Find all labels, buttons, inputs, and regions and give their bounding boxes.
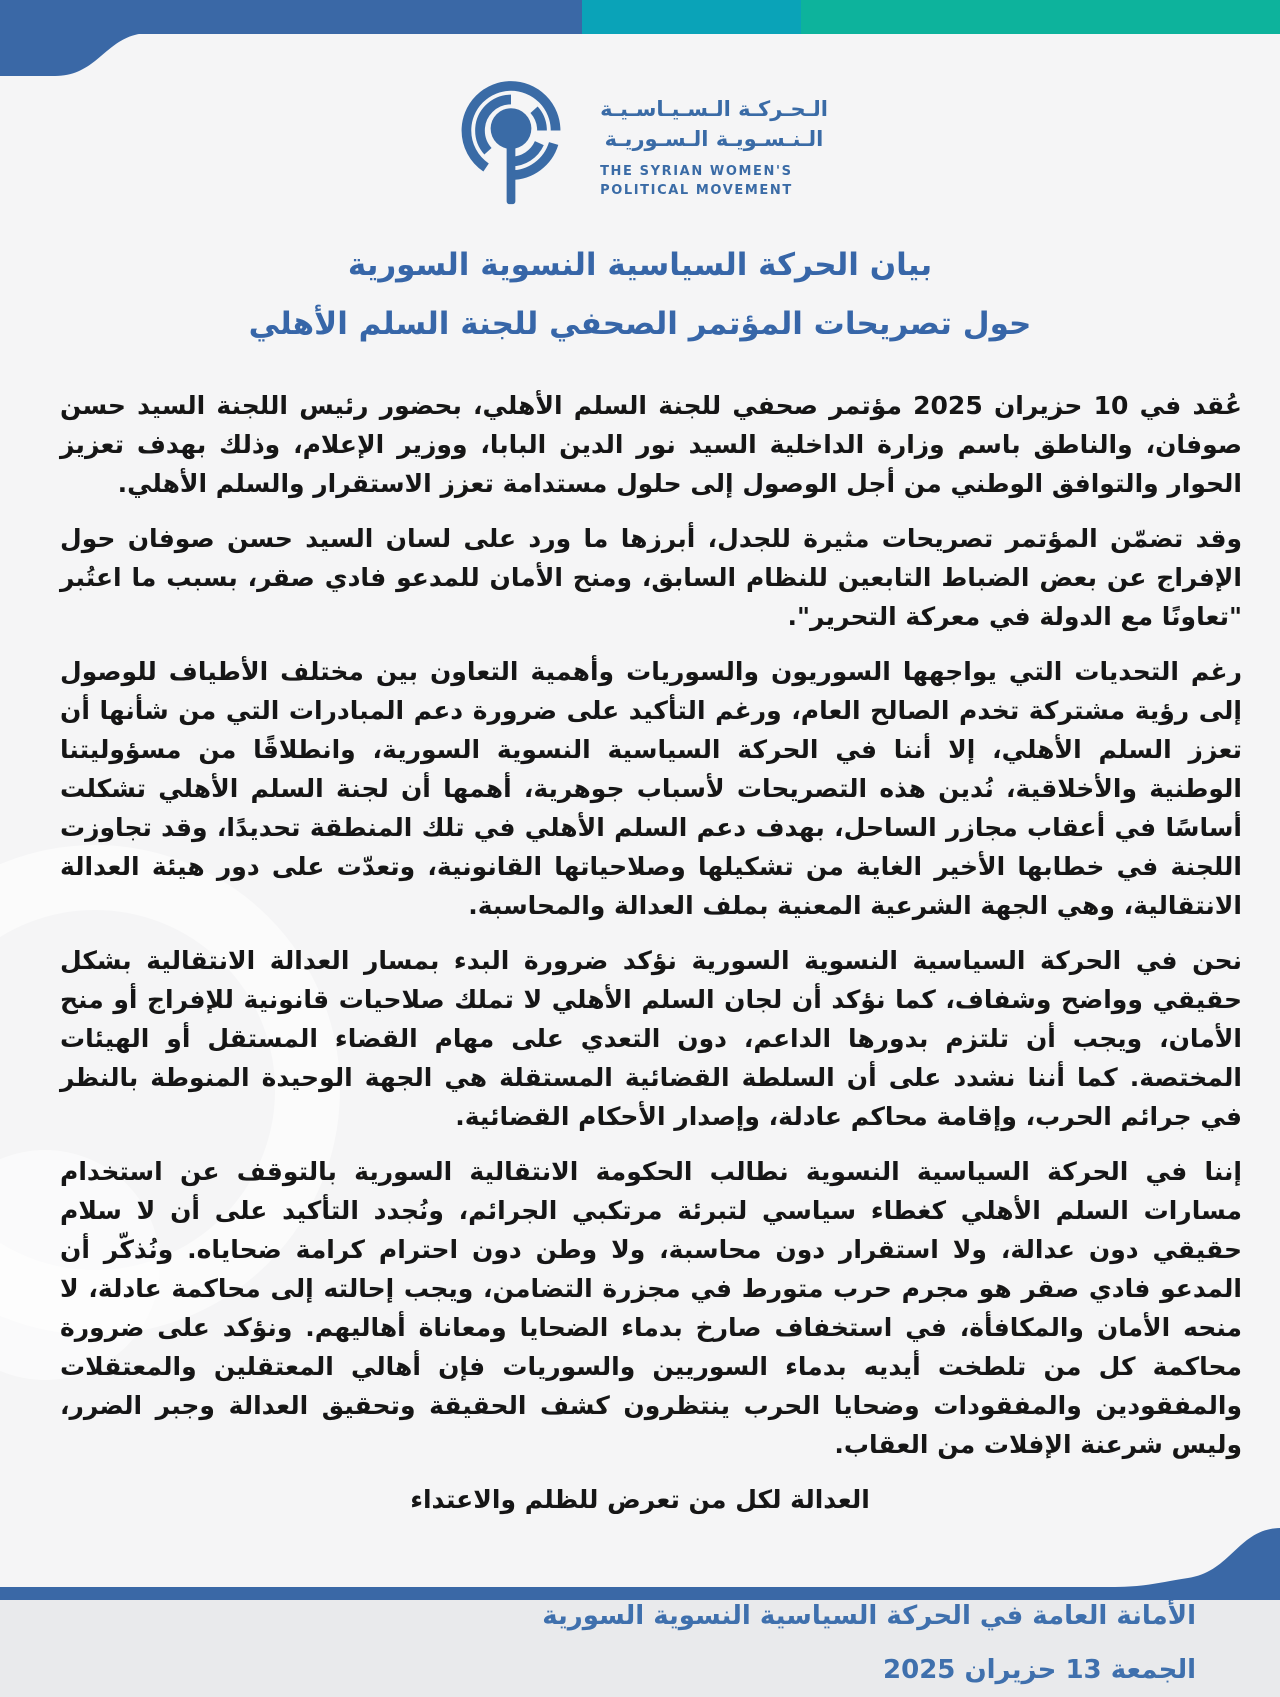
paragraph: وقد تضمّن المؤتمر تصريحات مثيرة للجدل، أبرزها ما ورد على لسان السيد حسن صوفان حول الإفراج عن بعض الضباط التابعين للنظام السابق، ومنح الأمان للمدعو فادي صقر، بسبب ما اعتُبر "تعاونًا مع الدولة في معركة التحرير". [60, 524, 1242, 631]
statement-body [0, 386, 1280, 1464]
logo-english-line1: THE SYRIAN WOMEN'S [600, 164, 793, 179]
closing-line: العدالة لكل من تعرض للظلم والاعتداء [410, 1485, 870, 1514]
title-line-1: بيان الحركة السياسية النسوية السورية [347, 247, 933, 283]
signature-block [0, 1589, 1280, 1697]
logo-block [0, 0, 1280, 210]
logo-arabic-line1: الـحـركـة الـسـيـاسـيـة [600, 97, 828, 121]
signature-date: الجمعة 13 حزيران 2025 [883, 1655, 1196, 1685]
logo-english-line2: POLITICAL MOVEMENT [600, 183, 793, 198]
logo-arabic-line2: الـنـسـويـة الـسـوريـة [604, 127, 824, 151]
swpm-emblem-icon [452, 84, 570, 210]
bottom-band-decoration [0, 1520, 1280, 1600]
paragraph: إننا في الحركة السياسية النسوية نطالب الحكومة الانتقالية السورية بالتوقف عن استخدام مسارات السلم الأهلي كغطاء سياسي لتبرئة مرتكبي الجرائم، ونُجدد التأكيد على أن لا سلام حقيقي دون عدالة، ولا استقرار دون محاسبة، ولا وطن دون احترام كرامة ضحاياه. ونُذكّر أن المدعو فادي صقر هو مجرم حرب متورط في مجزرة التضامن، ويجب إحالته إلى محاكمة عادلة، لا منحه الأمان والمكافأة، في استخفاف صارخ بدماء الضحايا ومعاناة أهاليهم. ونؤكد على ضرورة محاكمة كل من تلطخت أيديه بدماء السوريين والسوريات فإن أهالي المعتقلين والمعتقلات والمفقودين والمفقودات وضحايا الحرب ينتظرون كشف الحقيقة وتحقيق العدالة وجبر الضرر، وليس شرعنة الإفلات من العقاب. [60, 1157, 1242, 1459]
paragraph: نحن في الحركة السياسية النسوية السورية نؤكد ضرورة البدء بمسار العدالة الانتقالية بشكل حقيقي وواضح وشفاف، كما نؤكد أن لجان السلم الأهلي لا تملك صلاحيات قانونية للإفراج أو منح الأمان، ويجب أن تلتزم بدورها الداعم، دون التعدي على مهام القضاء المستقل أو الهيئات المختصة. كما أننا نشدد على أن السلطة القضائية المستقلة هي الجهة الوحيدة المنوطة بالنظر في جرائم الحرب، وإقامة محاكم عادلة، وإصدار الأحكام القضائية. [60, 946, 1242, 1131]
statement-title [0, 236, 1280, 354]
logo-wordmark [600, 94, 828, 200]
title-line-2: حول تصريحات المؤتمر الصحفي للجنة السلم الأهلي [248, 306, 1032, 342]
paragraph: رغم التحديات التي يواجهها السوريون والسوريات وأهمية التعاون بين مختلف الأطياف للوصول إلى رؤية مشتركة تخدم الصالح العام، ورغم التأكيد على ضرورة دعم المبادرات التي من شأنها أن تعزز السلم الأهلي، إلا أننا في الحركة السياسية النسوية السورية، وانطلاقًا من مسؤوليتنا الوطنية والأخلاقية، نُدين هذه التصريحات لأسباب جوهرية، أهمها أن لجنة السلم الأهلي تشكلت أساسًا في أعقاب مجازر الساحل، بهدف دعم السلم الأهلي في تلك المنطقة تحديدًا، وقد تجاوزت اللجنة في خطابها الأخير الغاية من تشكيلها وصلاحياتها القانونية، وتعدّت على دور هيئة العدالة الانتقالية، وهي الجهة الشرعية المعنية بملف العدالة والمحاسبة. [60, 657, 1242, 920]
paragraph: عُقد في 10 حزيران 2025 مؤتمر صحفي للجنة السلم الأهلي، بحضور رئيس اللجنة السيد حسن صوفان، والناطق باسم وزارة الداخلية السيد نور الدين البابا، ووزير الإعلام، وذلك بهدف تعزيز الحوار والتوافق الوطني من أجل الوصول إلى حلول مستدامة تعزز الاستقرار والسلم الأهلي. [60, 391, 1242, 498]
signature-org: الأمانة العامة في الحركة السياسية النسوية السورية [542, 1601, 1196, 1631]
